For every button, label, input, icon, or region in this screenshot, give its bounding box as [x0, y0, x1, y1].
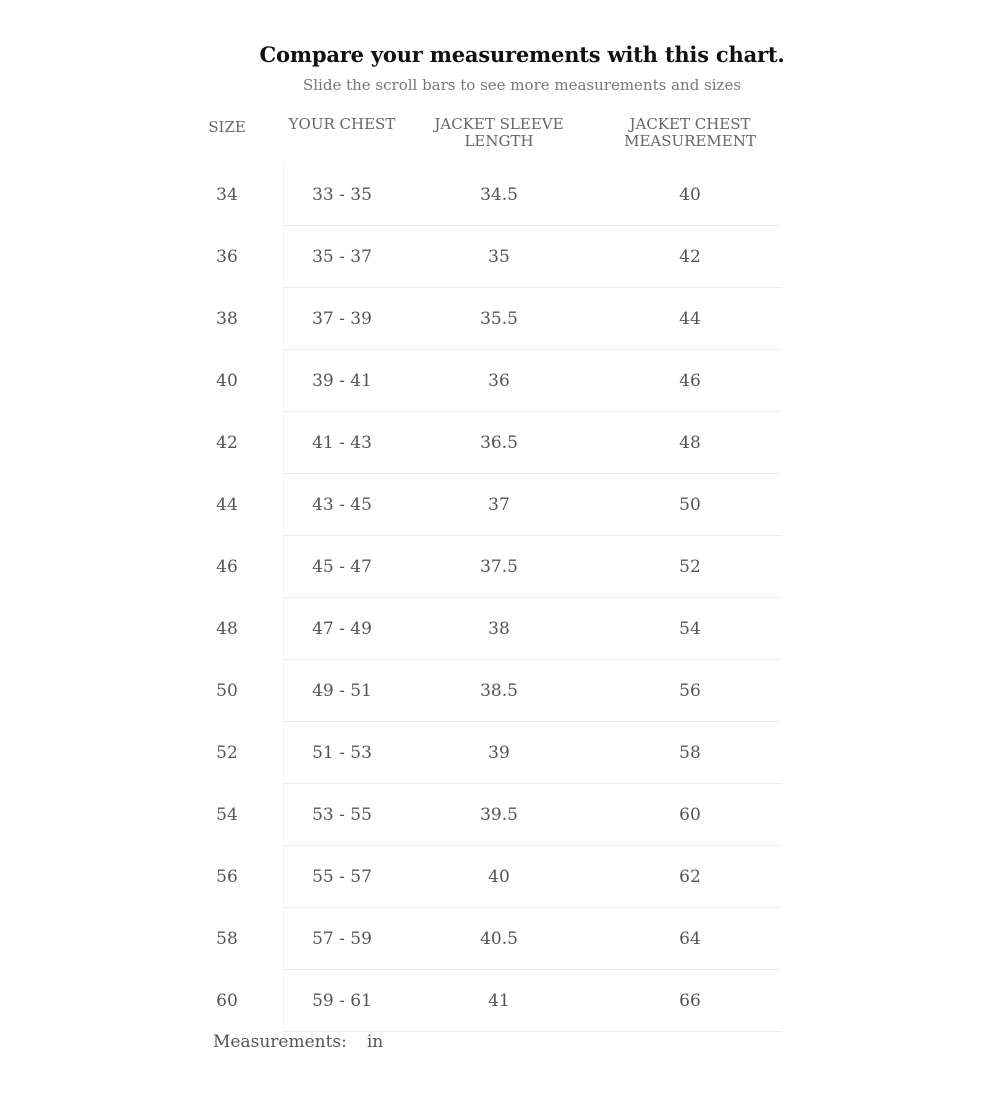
table-row: [170, 350, 782, 412]
table-row: [170, 846, 782, 908]
cell-sleeve-length: 35.5: [400, 288, 598, 350]
cell-size: 48: [170, 598, 284, 660]
cell-your-chest: 51 - 53: [284, 722, 400, 784]
cell-size: 60: [170, 970, 284, 1032]
cell-jacket-chest: 42: [598, 226, 782, 288]
cell-sleeve-length: 41: [400, 970, 598, 1032]
cell-your-chest: 55 - 57: [284, 846, 400, 908]
size-table-container[interactable]: [170, 96, 782, 1032]
chart-subtitle: Slide the scroll bars to see more measurements and sizes: [302, 76, 742, 94]
cell-your-chest: 41 - 43: [284, 412, 400, 474]
cell-sleeve-length: 37: [400, 474, 598, 536]
cell-size: 52: [170, 722, 284, 784]
cell-jacket-chest: 46: [598, 350, 782, 412]
cell-jacket-chest: 58: [598, 722, 782, 784]
table-row: [170, 412, 782, 474]
size-table: [170, 96, 782, 1032]
cell-jacket-chest: 60: [598, 784, 782, 846]
cell-jacket-chest: 62: [598, 846, 782, 908]
cell-your-chest: 47 - 49: [284, 598, 400, 660]
cell-sleeve-length: 36.5: [400, 412, 598, 474]
cell-size: 54: [170, 784, 284, 846]
cell-size: 50: [170, 660, 284, 722]
table-row: [170, 536, 782, 598]
header-jacket-sleeve-length: JACKET SLEEVE LENGTH: [434, 115, 564, 150]
cell-size: 42: [170, 412, 284, 474]
cell-your-chest: 35 - 37: [284, 226, 400, 288]
measurements-footer: [213, 1032, 383, 1052]
cell-jacket-chest: 48: [598, 412, 782, 474]
cell-your-chest: 45 - 47: [284, 536, 400, 598]
cell-jacket-chest: 50: [598, 474, 782, 536]
cell-your-chest: 43 - 45: [284, 474, 400, 536]
cell-size: 40: [170, 350, 284, 412]
cell-sleeve-length: 39: [400, 722, 598, 784]
table-row: [170, 784, 782, 846]
cell-size: 56: [170, 846, 284, 908]
cell-sleeve-length: 40.5: [400, 908, 598, 970]
cell-sleeve-length: 34.5: [400, 164, 598, 226]
table-row: [170, 164, 782, 226]
cell-jacket-chest: 52: [598, 536, 782, 598]
cell-your-chest: 39 - 41: [284, 350, 400, 412]
table-row: [170, 474, 782, 536]
cell-sleeve-length: 40: [400, 846, 598, 908]
cell-jacket-chest: 56: [598, 660, 782, 722]
table-row: [170, 722, 782, 784]
header-jacket-chest-measurement: JACKET CHEST MEASUREMENT: [624, 115, 756, 150]
cell-size: 44: [170, 474, 284, 536]
cell-jacket-chest: 64: [598, 908, 782, 970]
cell-sleeve-length: 39.5: [400, 784, 598, 846]
cell-your-chest: 37 - 39: [284, 288, 400, 350]
cell-your-chest: 57 - 59: [284, 908, 400, 970]
measurement-unit: in: [366, 1032, 384, 1052]
table-row: [170, 660, 782, 722]
table-row: [170, 288, 782, 350]
cell-your-chest: 59 - 61: [284, 970, 400, 1032]
table-row: [170, 908, 782, 970]
cell-jacket-chest: 40: [598, 164, 782, 226]
cell-size: 46: [170, 536, 284, 598]
header-size: SIZE: [208, 118, 246, 136]
cell-sleeve-length: 38: [400, 598, 598, 660]
cell-size: 38: [170, 288, 284, 350]
cell-sleeve-length: 38.5: [400, 660, 598, 722]
cell-sleeve-length: 37.5: [400, 536, 598, 598]
cell-size: 34: [170, 164, 284, 226]
table-header-row: [170, 96, 782, 164]
cell-your-chest: 33 - 35: [284, 164, 400, 226]
table-row: [170, 598, 782, 660]
chart-title: Compare your measurements with this chart.: [259, 42, 785, 67]
cell-size: 36: [170, 226, 284, 288]
table-row: [170, 226, 782, 288]
cell-jacket-chest: 54: [598, 598, 782, 660]
cell-jacket-chest: 66: [598, 970, 782, 1032]
table-row: [170, 970, 782, 1032]
cell-your-chest: 53 - 55: [284, 784, 400, 846]
measurements-label: Measurements:: [213, 1032, 347, 1052]
cell-jacket-chest: 44: [598, 288, 782, 350]
cell-size: 58: [170, 908, 284, 970]
header-your-chest: YOUR CHEST: [288, 115, 396, 133]
cell-sleeve-length: 35: [400, 226, 598, 288]
cell-your-chest: 49 - 51: [284, 660, 400, 722]
cell-sleeve-length: 36: [400, 350, 598, 412]
